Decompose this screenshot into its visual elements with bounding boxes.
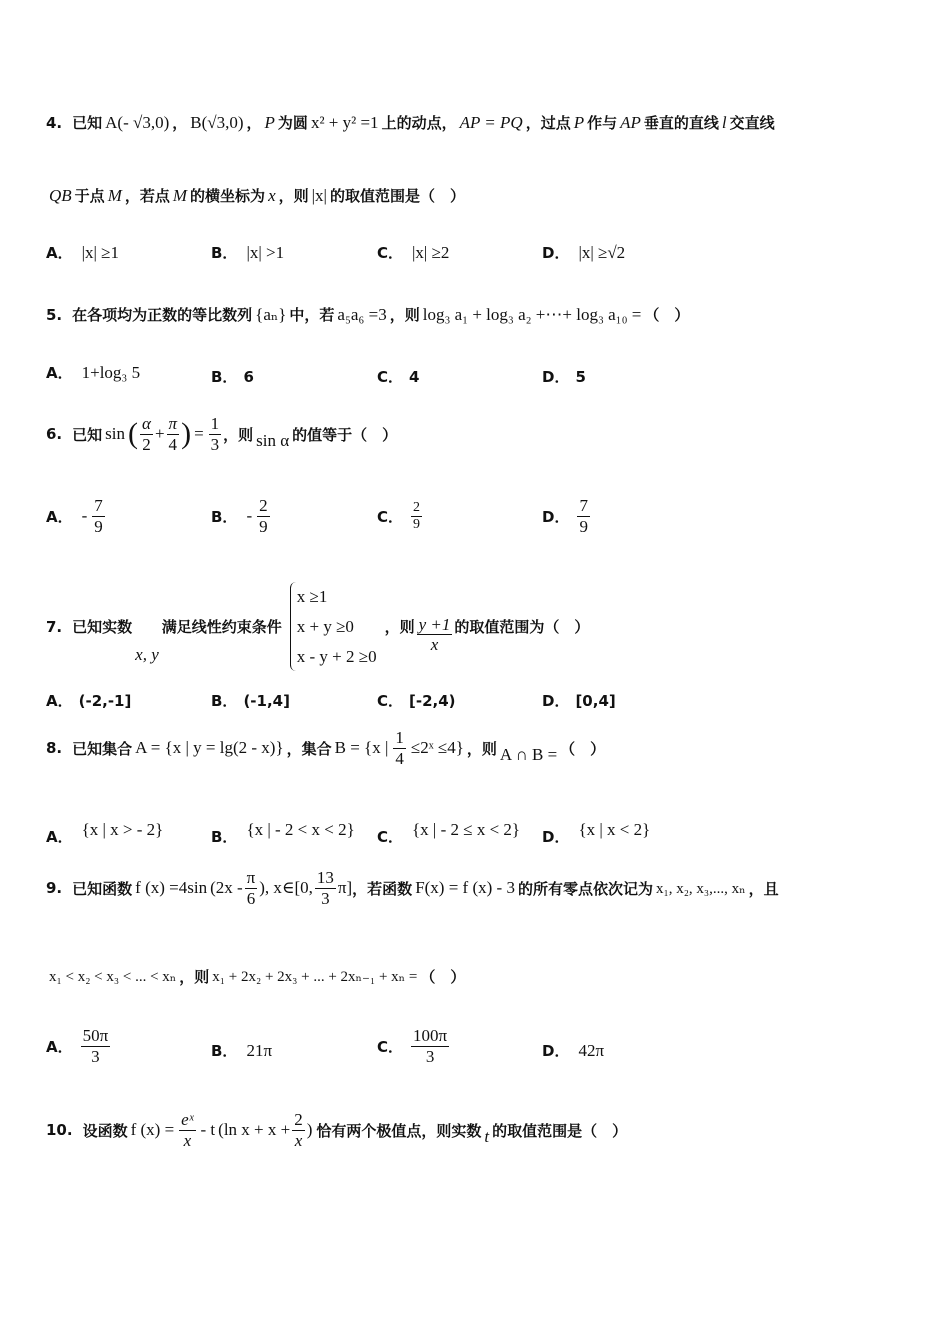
q5-option-b[interactable]: B． 6 (211, 367, 254, 386)
question-9-line-2: x₁ < x₂ < x₃ < ... < xₙ ，则 x₁ + 2x₂ + 2x₃ + ... + 2xₙ₋₁ + xₙ = （ ） (49, 968, 466, 986)
q7-option-b[interactable]: B． (-1,4] (211, 691, 290, 710)
q7-option-a[interactable]: A． (-2,-1] (46, 691, 132, 710)
question-4-line-1: 4. 已知 A(- √3,0) ， B(√3,0) ， P 为圆 x² + y² =1 上的动点， AP = PQ ，过点 P 作与 AP 垂直的直线 l 交直线 (46, 112, 775, 132)
question-7-line: 7. 已知实数 x, y 满足线性约束条件 x ≥1 x + y ≥0 x - y + 2 ≥0 ，则 $\frac{y +1}{x}$ 的取值范围为（ ） (46, 582, 589, 671)
q9-option-d[interactable]: D． 42π (542, 1040, 605, 1060)
question-number: 5. (46, 305, 63, 324)
question-number: 9. (46, 879, 63, 898)
question-10-line: 10. 设函数 f (x) = $\frac{\text{eˣ}}{x}$ - t (ln x + x + $\frac{2}{x}$ ) 恰有两个极值点，则实数 t 的取值范围是（ ） (46, 1110, 628, 1150)
q9-option-c[interactable]: C． $\frac{100\pi}{3}$ (377, 1026, 448, 1066)
q4-option-b[interactable]: B． |x| >1 (211, 242, 285, 262)
q7-option-d[interactable]: D． [0,4] (542, 691, 616, 710)
q4-option-c[interactable]: C． |x| ≥2 (377, 242, 450, 262)
q9-option-a[interactable]: A． $\frac{50\pi}{3}$ (46, 1026, 109, 1066)
question-5-line: 5. 在各项均为正数的等比数列 {aₙ} 中，若 a₅a₆ =3 ，则 log₃ a₁ + log₃ a₂ +⋯+ log₃ a₁₀ = （ ） (46, 304, 690, 324)
question-4-line-2: QB 于点 M ，若点 M 的横坐标为 x ，则 |x| 的取值范围是（ ） (49, 185, 465, 205)
q8-option-b[interactable]: B． {x | - 2 < x < 2} (211, 819, 355, 846)
question-number: 7. (46, 617, 63, 636)
question-number: 4. (46, 113, 63, 132)
q5-option-c[interactable]: C． 4 (377, 367, 420, 386)
q6-option-d[interactable]: D． $\frac{7}{9}$ (542, 496, 588, 536)
question-number: 6. (46, 425, 63, 444)
q8-option-c[interactable]: C． {x | - 2 ≤ x < 2} (377, 819, 521, 846)
q9-option-b[interactable]: B． 21π (211, 1040, 273, 1060)
q4-option-d[interactable]: D． |x| ≥√2 (542, 242, 626, 262)
q6-option-c[interactable]: C． $\frac{2}{9}$ (377, 500, 421, 533)
q6-option-a[interactable]: A． - $\frac{7}{9}$ (46, 496, 103, 536)
q7-option-c[interactable]: C． [-2,4) (377, 691, 456, 710)
q8-option-a[interactable]: A． {x | x > - 2} (46, 819, 164, 846)
q6-option-b[interactable]: B． - $\frac{2}{9}$ (211, 496, 268, 536)
question-9-line-1: 9. 已知函数 f (x) =4sin (2x - $\frac{\pi}{6}$ ), x∈ [0, $\frac{13}{3}$ π] ，若函数 F(x) = f (x) - 3 的所有零点依次记为 x₁, x₂, x₃,..., xₙ ，且 (46, 868, 779, 908)
question-6-line: 6. 已知 sin ( $\frac{\alpha}{2}$ + $\frac{\pi}{4}$ ) = $\frac{1}{3}$ ，则 sin α 的值等于（ ） (46, 414, 398, 454)
question-8-line: 8. 已知集合 A = {x | y = lg(2 - x)} ，集合 B = {x | $\frac{1}{4}$ ≤2ˣ ≤4} ，则 A ∩ B = （ ） (46, 728, 606, 768)
question-number: 10. (46, 1121, 73, 1140)
q5-option-d[interactable]: D． 5 (542, 367, 586, 386)
q4-option-a[interactable]: A． |x| ≥1 (46, 242, 119, 262)
constraint-system: x ≥1 x + y ≥0 x - y + 2 ≥0 (290, 582, 377, 671)
question-number: 8. (46, 739, 63, 758)
q5-option-a[interactable]: A． 1+log₃ 5 (46, 362, 141, 382)
q8-option-d[interactable]: D． {x | x < 2} (542, 819, 651, 846)
